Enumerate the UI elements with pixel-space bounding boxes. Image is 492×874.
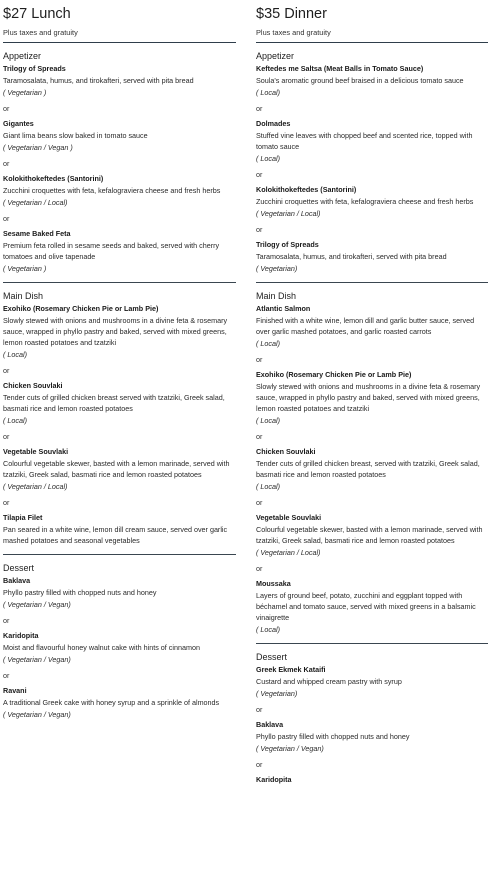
item-description: Soula's aromatic ground beef braised in a delicious tomato sauce [256,76,464,85]
item-name: Baklava [256,720,284,729]
dinner-menu-subtitle: Plus taxes and gratuity [256,28,331,37]
item-description: Tender cuts of grilled chicken breast served with tzatziki, Greek salad, basmati rice and lemon roasted potatoes [3,393,225,413]
section-title: Appetizer [3,51,42,61]
menu-item [256,447,488,492]
lunch-menu-column [3,0,236,720]
item-name: Dolmades [256,119,291,128]
item-description: Stuffed vine leaves with chopped beef and scented rice, topped with tomato sauce [256,131,473,151]
or-separator: or [256,760,263,769]
menu-item [3,119,236,153]
dietary-tag: ( Vegetarian / Local) [256,548,321,557]
menu-item [3,513,236,546]
dietary-tag: ( Local) [256,339,280,348]
dietary-tag: ( Local) [3,416,27,425]
dinner-menu-column [256,0,488,785]
or-separator: or [3,671,10,680]
menu-section [256,290,488,635]
menu-section [3,562,236,720]
dietary-tag: ( Vegetarian / Local) [3,198,68,207]
item-description: Layers of ground beef, potato, zucchini and eggplant topped with béchamel and tomato sauce, served with mixed greens in a balsamic vinaigrette [256,591,476,622]
or-separator: or [256,432,263,441]
dietary-tag: ( Local) [256,416,280,425]
or-separator: or [256,564,263,573]
item-name: Sesame Baked Feta [3,229,71,238]
or-separator: or [256,355,263,364]
menu-item [3,381,236,426]
dietary-tag: ( Vegetarian / Vegan) [3,600,71,609]
item-name: Vegetable Souvlaki [3,447,69,456]
menu-item [256,720,488,754]
item-name: Trilogy of Spreads [3,64,66,73]
dinner-title-divider [256,42,488,43]
item-description: Giant lima beans slow baked in tomato sauce [3,131,148,140]
section-divider [256,643,488,644]
section-title: Dessert [256,652,288,662]
item-name: Chicken Souvlaki [256,447,316,456]
dietary-tag: ( Local) [3,350,27,359]
menu-item [256,665,488,699]
item-name: Tilapia Filet [3,513,43,522]
item-description: Colourful vegetable skewer, basted with a lemon marinade, served with tzatziki, Greek salad, basmati rice and lemon roasted potatoes [3,459,230,479]
dinner-menu-title: $35 Dinner [256,6,327,22]
item-description: Phyllo pastry filled with chopped nuts and honey [256,732,410,741]
item-description: Finished with a white wine, lemon dill and garlic butter sauce, served over garlic mashed potatoes, and garlic roasted carrots [256,316,475,336]
item-description: Moist and flavourful honey walnut cake with hints of cinnamon [3,643,200,652]
or-separator: or [3,214,10,223]
dietary-tag: ( Vegetarian / Vegan) [3,655,71,664]
item-name: Keftedes me Saltsa (Meat Balls in Tomato Sauce) [256,64,424,73]
menu-item [3,576,236,610]
menu-item [256,119,488,164]
or-separator: or [3,159,10,168]
item-description: Colourful vegetable skewer, basted with a lemon marinade, served with tzatziki, Greek salad, basmati rice and lemon roasted potatoes [256,525,483,545]
or-separator: or [256,170,263,179]
item-description: Zucchini croquettes with feta, kefalograviera cheese and fresh herbs [256,197,474,206]
dinner-sections [256,50,488,785]
dietary-tag: ( Vegetarian / Vegan) [256,744,324,753]
menu-section [3,50,236,274]
item-description: Phyllo pastry filled with chopped nuts and honey [3,588,157,597]
dietary-tag: ( Vegetarian ) [3,264,47,273]
item-name: Kolokithokeftedes (Santorini) [256,185,357,194]
menu-item [3,64,236,98]
menu-item [3,631,236,665]
item-description: Taramosalata, humus, and tirokafteri, served with pita bread [3,76,194,85]
lunch-menu-subtitle: Plus taxes and gratuity [3,28,78,37]
section-title: Main Dish [3,291,44,301]
menu-section [256,50,488,274]
item-name: Exohiko (Rosemary Chicken Pie or Lamb Pie) [3,304,159,313]
dietary-tag: ( Vegetarian) [256,264,298,273]
item-name: Baklava [3,576,31,585]
item-name: Chicken Souvlaki [3,381,63,390]
item-description: Slowly stewed with onions and mushrooms in a divine feta & rosemary sauce, wrapped in phyllo pastry and baked, served with mixed greens, lemon roasted potatoes and tzatziki [256,382,481,413]
menu-item [256,240,488,274]
or-separator: or [3,498,10,507]
menu-item [3,447,236,492]
item-name: Karidopita [3,631,39,640]
dietary-tag: ( Vegetarian / Vegan ) [3,143,73,152]
menu-item [3,686,236,720]
menu-item [256,579,488,635]
item-name: Greek Ekmek Kataifi [256,665,326,674]
section-title: Main Dish [256,291,297,301]
lunch-sections [3,50,236,720]
lunch-title-divider [3,42,236,43]
dietary-tag: ( Vegetarian) [256,689,298,698]
menu-item [3,304,236,360]
menu-item [256,304,488,349]
item-description: Taramosalata, humus, and tirokafteri, served with pita bread [256,252,447,261]
item-name: Ravani [3,686,27,695]
item-name: Kolokithokeftedes (Santorini) [3,174,104,183]
menu-item [256,64,488,98]
item-description: Tender cuts of grilled chicken breast, served with tzatziki, Greek salad, basmati rice and lemon roasted potatoes [256,459,480,479]
item-name: Exohiko (Rosemary Chicken Pie or Lamb Pie) [256,370,412,379]
section-divider [256,282,488,283]
item-description: Slowly stewed with onions and mushrooms in a divine feta & rosemary sauce, wrapped in phyllo pastry and baked, served with mixed greens, lemon roasted potatoes and tzatziki [3,316,228,347]
section-title: Dessert [3,563,35,573]
dietary-tag: ( Vegetarian / Local) [3,482,68,491]
section-title: Appetizer [256,51,295,61]
item-name: Moussaka [256,579,291,588]
or-separator: or [256,498,263,507]
menu-section [3,290,236,546]
menu-item [256,370,488,426]
dietary-tag: ( Local) [256,625,280,634]
or-separator: or [3,616,10,625]
section-divider [3,282,236,283]
menu-item [3,174,236,208]
dietary-tag: ( Local) [256,88,280,97]
menu-item [256,775,488,785]
dietary-tag: ( Vegetarian / Vegan) [3,710,71,719]
item-name: Trilogy of Spreads [256,240,319,249]
dietary-tag: ( Vegetarian / Local) [256,209,321,218]
menu-item [256,185,488,219]
menu-item [3,229,236,274]
item-description: Premium feta rolled in sesame seeds and baked, served with cherry tomatoes and olive tapenade [3,241,220,261]
section-divider [3,554,236,555]
menu-item [256,513,488,558]
or-separator: or [256,104,263,113]
or-separator: or [3,432,10,441]
or-separator: or [256,225,263,234]
dietary-tag: ( Vegetarian ) [3,88,47,97]
item-description: A traditional Greek cake with honey syrup and a sprinkle of almonds [3,698,220,707]
item-name: Vegetable Souvlaki [256,513,322,522]
or-separator: or [256,705,263,714]
item-name: Karidopita [256,775,292,784]
item-description: Zucchini croquettes with feta, kefalograviera cheese and fresh herbs [3,186,221,195]
dietary-tag: ( Local) [256,154,280,163]
item-description: Pan seared in a white wine, lemon dill cream sauce, served over garlic mashed potatoes and seasonal vegetables [3,525,228,545]
or-separator: or [3,366,10,375]
menu-section [256,651,488,785]
lunch-menu-title: $27 Lunch [3,6,71,22]
or-separator: or [3,104,10,113]
item-description: Custard and whipped cream pastry with syrup [256,677,402,686]
item-name: Atlantic Salmon [256,304,311,313]
item-name: Gigantes [3,119,34,128]
dietary-tag: ( Local) [256,482,280,491]
